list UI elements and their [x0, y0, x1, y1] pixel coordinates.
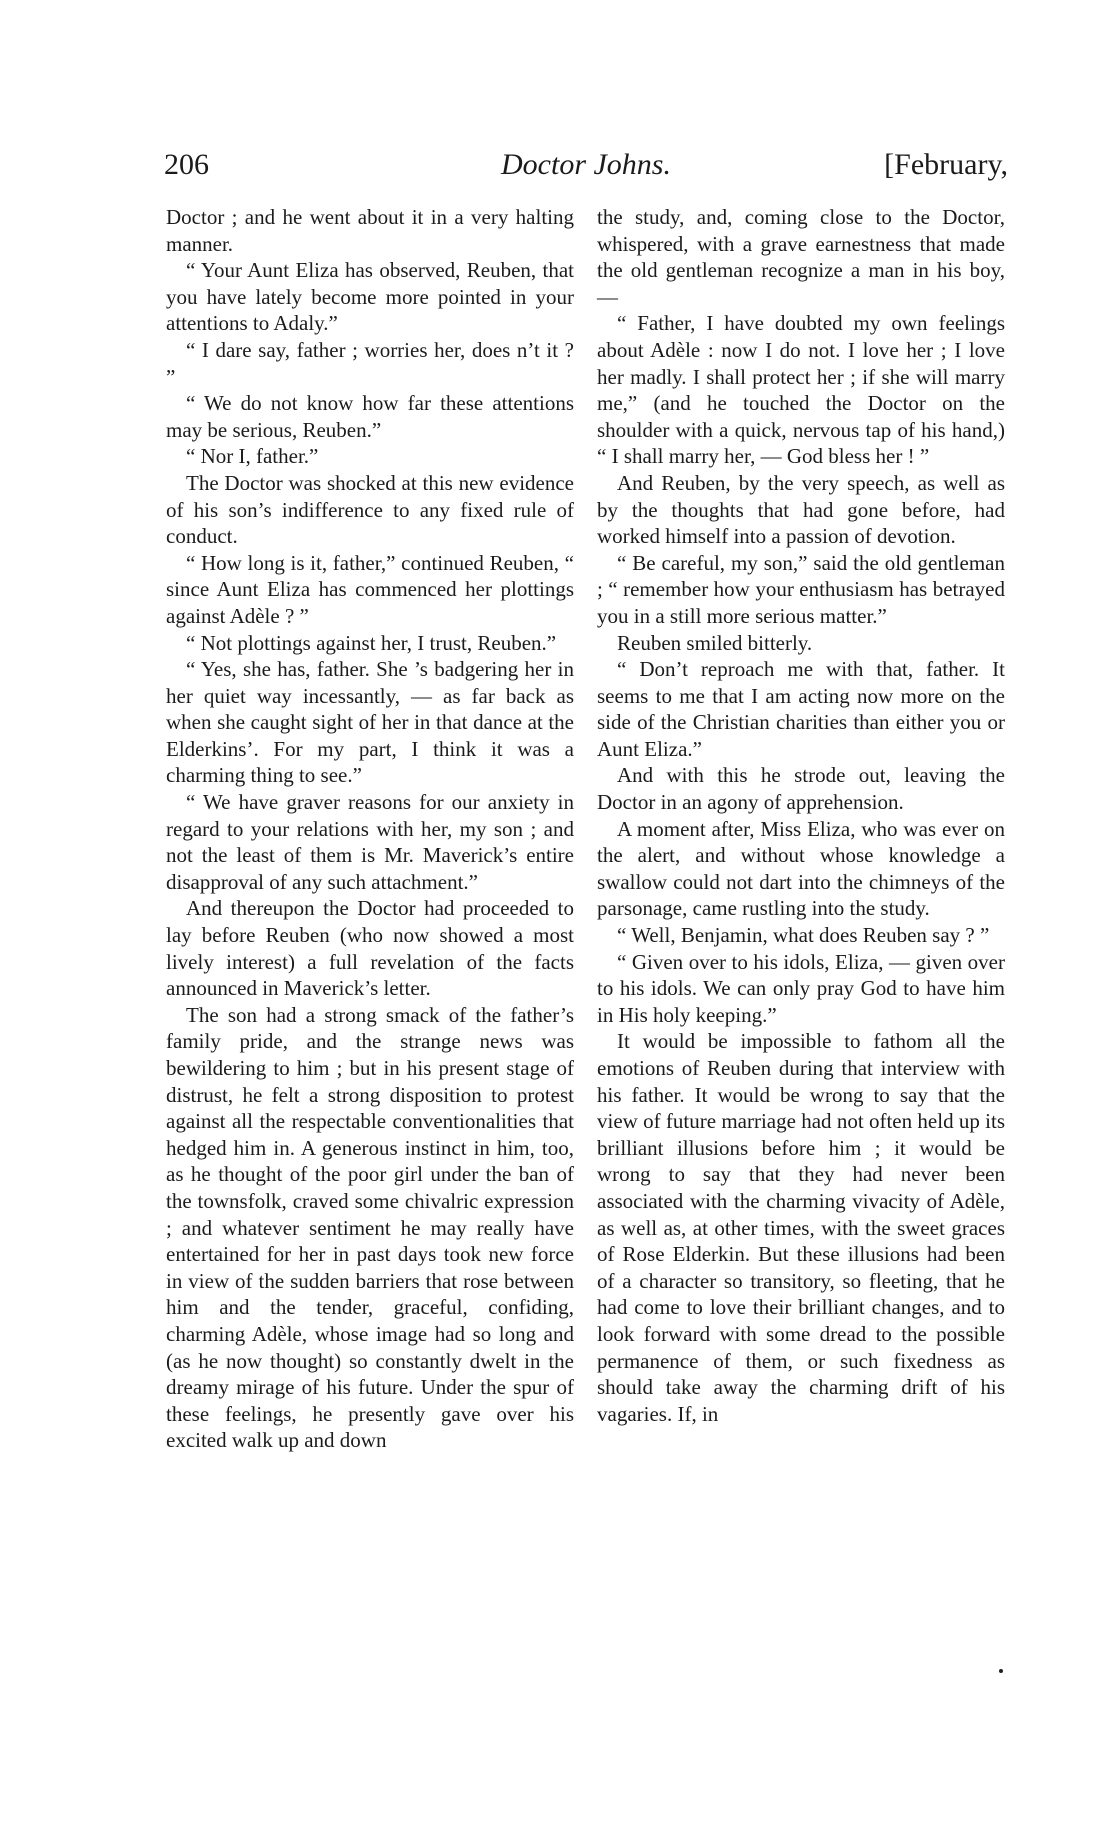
page-number: 206	[164, 148, 209, 181]
paragraph: “ Not plottings against her, I trust, Reuben.”	[186, 630, 557, 655]
paragraph: “ We have graver reasons for our anxiety in regard to your relations with her, my son ; and not the least of them is Mr. Maverick’s entire disapproval of any such attachment.”	[166, 790, 574, 894]
paragraph: “ We do not know how far these attentions may be serious, Reuben.”	[166, 391, 574, 442]
paragraph: “ I dare say, father ; worries her, does n’t it ? ”	[166, 337, 574, 389]
paragraph: “ Well, Benjamin, what does Reuben say ? ”	[617, 923, 990, 948]
paragraph: “ Yes, she has, father. She ’s badgering her in her quiet way incessantly, — as far back as when she caught sight of her in that dance at the Elderkins’. For my part, I think it was a charming thing to see.”	[166, 657, 574, 788]
paragraph: “ Your Aunt Eliza has observed, Reuben, that you have lately become more pointed in your attentions to Adaly.”	[166, 258, 574, 336]
running-date: [February,	[884, 148, 1008, 181]
paragraph: And with this he strode out, leaving the Doctor in an agony of apprehension.	[597, 763, 1005, 815]
paragraph: It would be impossible to fathom all the emotions of Reuben during that interview with his father. It would be wrong to say that the view of future marriage had not often held up its brilliant illusions before him ; it would be wrong to say that they had never been associated with the charming vivacity of Adèle, as well as, at other times, with the sweet graces of Rose Elderkin. But these illusions had been of a character so transitory, so fleeting, that he had come to love their brilliant changes, and to look forward with some dread to the possible permanence of them, or such fixedness as should take away the charming drift of his vagaries. If, in	[597, 1029, 1005, 1426]
paragraph: A moment after, Miss Eliza, who was ever on the alert, and without whose knowledge a swallow could not dart into the chimneys of the parsonage, came rustling into the study.	[597, 816, 1005, 921]
paragraph: And thereupon the Doctor had proceeded to lay before Reuben (who now showed a most lively interest) a full revelation of the facts announced in Maverick’s letter.	[166, 896, 574, 1001]
running-title: Doctor Johns.	[501, 148, 671, 181]
paragraph: Reuben smiled bitterly.	[617, 630, 813, 655]
paragraph: The son had a strong smack of the father’s family pride, and the strange news was bewildering to him ; but in his present stage of distrust, he felt a strong disposition to protest against all the respectable conventionalities that hedged him in. A generous instinct in him, too, as he thought of the poor girl under the ban of the townsfolk, craved some chivalric expression ; and whatever sentiment he may really have entertained for her in past days took new force in view of the sudden barriers that rose between him and the tender, graceful, confiding, charming Adèle, whose image had so long and (as he now thought) so constantly dwelt in the dreamy mirage of his future. Under the spur of these feelings, he presently gave over his excited walk up and down	[166, 1002, 574, 1453]
right-column	[597, 204, 1005, 1427]
left-column	[166, 204, 574, 1454]
paragraph: Doctor ; and he went about it in a very halting manner.	[166, 205, 574, 256]
paragraph: “ Nor I, father.”	[186, 444, 319, 469]
paragraph: “ How long is it, father,” continued Reuben, “ since Aunt Eliza has commenced her plottings against Adèle ? ”	[166, 550, 574, 628]
running-header	[164, 148, 1008, 192]
paragraph: “ Be careful, my son,” said the old gentleman ; “ remember how your enthusiasm has betrayed you in a still more serious matter.”	[597, 550, 1005, 628]
paragraph: And Reuben, by the very speech, as well as by the thoughts that had gone before, had worked himself into a passion of devotion.	[597, 470, 1005, 549]
paragraph: The Doctor was shocked at this new evidence of his son’s indifference to any fixed rule of conduct.	[166, 470, 574, 549]
paragraph: “ Don’t reproach me with that, father. It seems to me that I am acting now more on the side of the Christian charities than either you or Aunt Eliza.”	[597, 657, 1005, 761]
paragraph: “ Father, I have doubted my own feelings about Adèle : now I do not. I love her ; I love her madly. I shall protect her ; if she will marry me,” (and he touched the Doctor on the shoulder with a quick, nervous tap of his hand,) “ I shall marry her, — God bless her ! ”	[597, 311, 1005, 469]
ink-speck	[999, 1669, 1003, 1673]
paragraph: the study, and, coming close to the Doctor, whispered, with a grave earnestness that made the old gentleman recognize a man in his boy, —	[597, 205, 1005, 309]
paragraph: “ Given over to his idols, Eliza, — given over to his idols. We can only pray God to have him in His holy keeping.”	[597, 949, 1005, 1027]
